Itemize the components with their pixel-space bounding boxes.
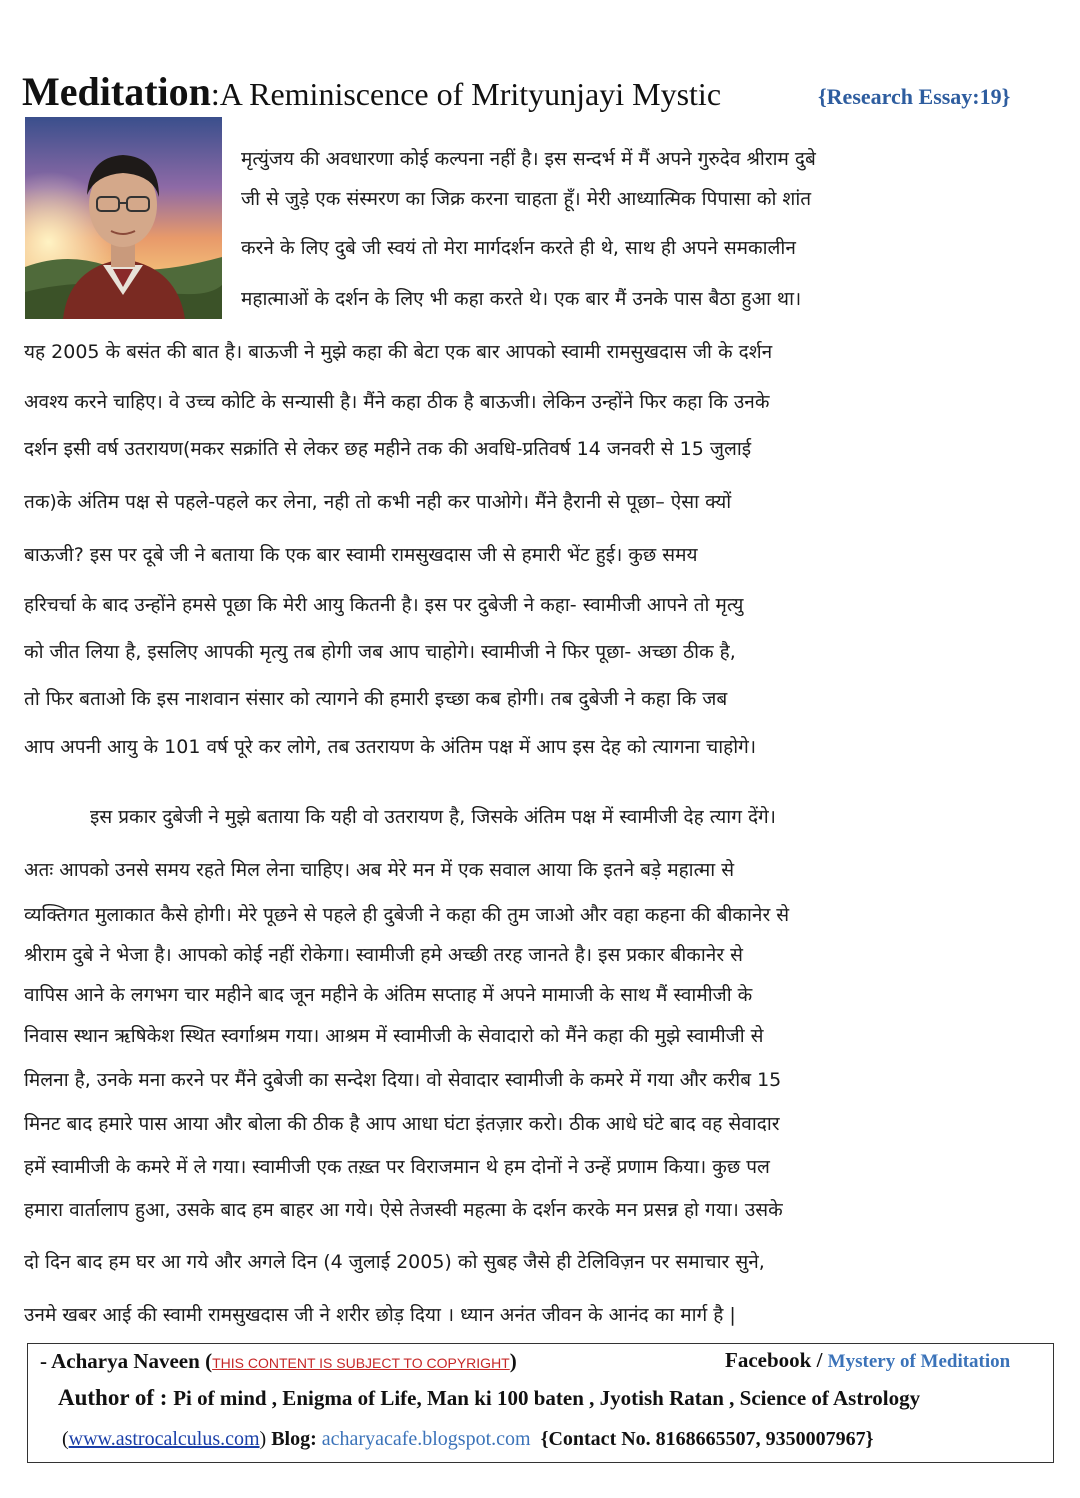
books-list: Pi of mind , Enigma of Life, Man ki 100 baten , Jyotish Ratan , Science of Astrology — [173, 1386, 921, 1410]
body-line: अवश्य करने चाहिए। वे उच्च कोटि के सन्यासी है। मैंने कहा ठीक है बाऊजी। लेकिन उन्होंने फिर कहा कि उनके — [24, 391, 770, 413]
author-line — [40, 1349, 517, 1374]
body-line: श्रीराम दुबे ने भेजा है। आपको कोई नहीं रोकेगा। स्वामीजी हमे अच्छी तरह जानते है। इस प्रकार बीकानेर से — [24, 944, 743, 966]
author-footer-box — [27, 1343, 1054, 1463]
body-line: मृत्युंजय की अवधारणा कोई कल्पना नहीं है। इस सन्दर्भ में मैं अपने गुरुदेव श्रीराम दुबे — [241, 148, 816, 170]
body-line: हमारा वार्तालाप हुआ, उसके बाद हम बाहर आ गये। ऐसे तेजस्वी महत्मा के दर्शन करके मन प्रसन्न हो गया। उसके — [24, 1199, 783, 1221]
copyright-open: ( — [199, 1349, 213, 1373]
body-line: को जीत लिया है, इसलिए आपकी मृत्यु तब होगी जब आप चाहोगे। स्वामीजी ने फिर पूछा- अच्छा ठीक है, — [24, 641, 736, 663]
body-line: तक)के अंतिम पक्ष से पहले-पहले कर लेना, नही तो कभी नही कर पाओगे। मैंने हैरानी से पूछा– ऐसा क्यों — [24, 491, 732, 513]
body-line: दर्शन इसी वर्ष उतरायण(मकर सक्रांति से लेकर छह महीने तक की अवधि-प्रतिवर्ष 14 जनवरी से 15 जुलाई — [24, 438, 752, 460]
body-line: उनमे खबर आई की स्वामी रामसुखदास जी ने शरीर छोड़ दिया । ध्यान अनंत जीवन के आनंद का मार्ग है | — [24, 1304, 736, 1326]
body-line: व्यक्तिगत मुलाकात कैसे होगी। मेरे पूछने से पहले ही दुबेजी ने कहा की तुम जाओ और वहा कहना की बीकानेर से — [24, 904, 790, 926]
books-line — [58, 1385, 920, 1411]
facebook-page-link[interactable]: Mystery of Meditation — [827, 1351, 1011, 1372]
blog-label: Blog: — [271, 1428, 322, 1450]
body-line: इस प्रकार दुबेजी ने मुझे बताया कि यही वो उतरायण है, जिसके अंतिम पक्ष में स्वामीजी देह त्याग देंगे। — [90, 806, 776, 828]
author-photo — [25, 117, 222, 319]
copyright-notice[interactable]: THIS CONTENT IS SUBJECT TO COPYRIGHT — [212, 1355, 510, 1371]
website-close: ) — [259, 1428, 272, 1450]
blog-link[interactable]: acharyacafe.blogspot.com — [321, 1428, 531, 1450]
body-line: तो फिर बताओ कि इस नाशवान संसार को त्यागने की हमारी इच्छा कब होगी। तब दुबेजी ने कहा कि जब — [24, 688, 728, 710]
body-line: दो दिन बाद हम घर आ गये और अगले दिन (4 जुलाई 2005) को सुबह जैसे ही टेलिविज़न पर समाचार सुने, — [24, 1251, 765, 1273]
body-line: अतः आपको उनसे समय रहते मिल लेना चाहिए। अब मेरे मन में एक सवाल आया कि इतने बड़े महात्मा से — [24, 859, 735, 881]
author-name: - Acharya Naveen — [40, 1349, 200, 1373]
facebook-line — [725, 1348, 1010, 1373]
website-open: ( — [62, 1428, 69, 1450]
essay-title — [22, 68, 721, 115]
body-line: बाऊजी? इस पर दूबे जी ने बताया कि एक बार स्वामी रामसुखदास जी से हमारी भेंट हुई। कुछ समय — [24, 544, 698, 566]
essay-tag: {Research Essay:19} — [818, 84, 1011, 109]
title-main: Meditation — [22, 69, 211, 114]
contact-numbers: {Contact No. 8168665507, 9350007967} — [540, 1428, 874, 1450]
body-line: करने के लिए दुबे जी स्वयं तो मेरा मार्गदर्शन करते ही थे, साथ ही अपने समकालीन — [241, 237, 796, 259]
author-of-label: Author of : — [58, 1385, 174, 1410]
body-line: महात्माओं के दर्शन के लिए भी कहा करते थे। एक बार मैं उनके पास बैठा हुआ था। — [241, 288, 802, 310]
body-line: आप अपनी आयु के 101 वर्ष पूरे कर लोगे, तब उतरायण के अंतिम पक्ष में आप इस देह को त्यागना चाहोगे। — [24, 736, 757, 758]
body-line: हरिचर्चा के बाद उन्होंने हमसे पूछा कि मेरी आयु कितनी है। इस पर दुबेजी ने कहा- स्वामीजी आपने तो मृत्यु — [24, 594, 744, 616]
contact-line — [62, 1428, 874, 1451]
facebook-label: Facebook / — [725, 1348, 828, 1372]
body-line: निवास स्थान ऋषिकेश स्थित स्वर्गाश्रम गया। आश्रम में स्वामीजी के सेवादारो को मैंने कहा की मुझे स्वामीजी से — [24, 1025, 764, 1047]
body-line: हमें स्वामीजी के कमरे में ले गया। स्वामीजी एक तख़्त पर विराजमान थे हम दोनों ने उन्हें प्रणाम किया। कुछ पल — [24, 1156, 770, 1178]
body-line: जी से जुड़े एक संस्मरण का जिक्र करना चाहता हूँ। मेरी आध्यात्मिक पिपासा को शांत — [241, 188, 812, 210]
copyright-close: ) — [509, 1349, 517, 1373]
title-sub: :A Reminiscence of Mrityunjayi Mystic — [210, 76, 722, 112]
website-link[interactable]: www.astrocalculus.com — [68, 1428, 260, 1450]
body-line: मिलना है, उनके मना करने पर मैंने दुबेजी का सन्देश दिया। वो सेवादार स्वामीजी के कमरे में गया और करीब 15 — [24, 1069, 782, 1091]
body-line: वापिस आने के लगभग चार महीने बाद जून महीने के अंतिम सप्ताह में अपने मामाजी के साथ मैं स्वामीजी के — [24, 984, 753, 1006]
body-line: यह 2005 के बसंत की बात है। बाऊजी ने मुझे कहा की बेटा एक बार आपको स्वामी रामसुखदास जी के दर्शन — [24, 341, 773, 363]
body-line: मिनट बाद हमारे पास आया और बोला की ठीक है आप आधा घंटा इंतज़ार करो। ठीक आधे घंटे बाद वह सेवादार — [24, 1113, 780, 1135]
